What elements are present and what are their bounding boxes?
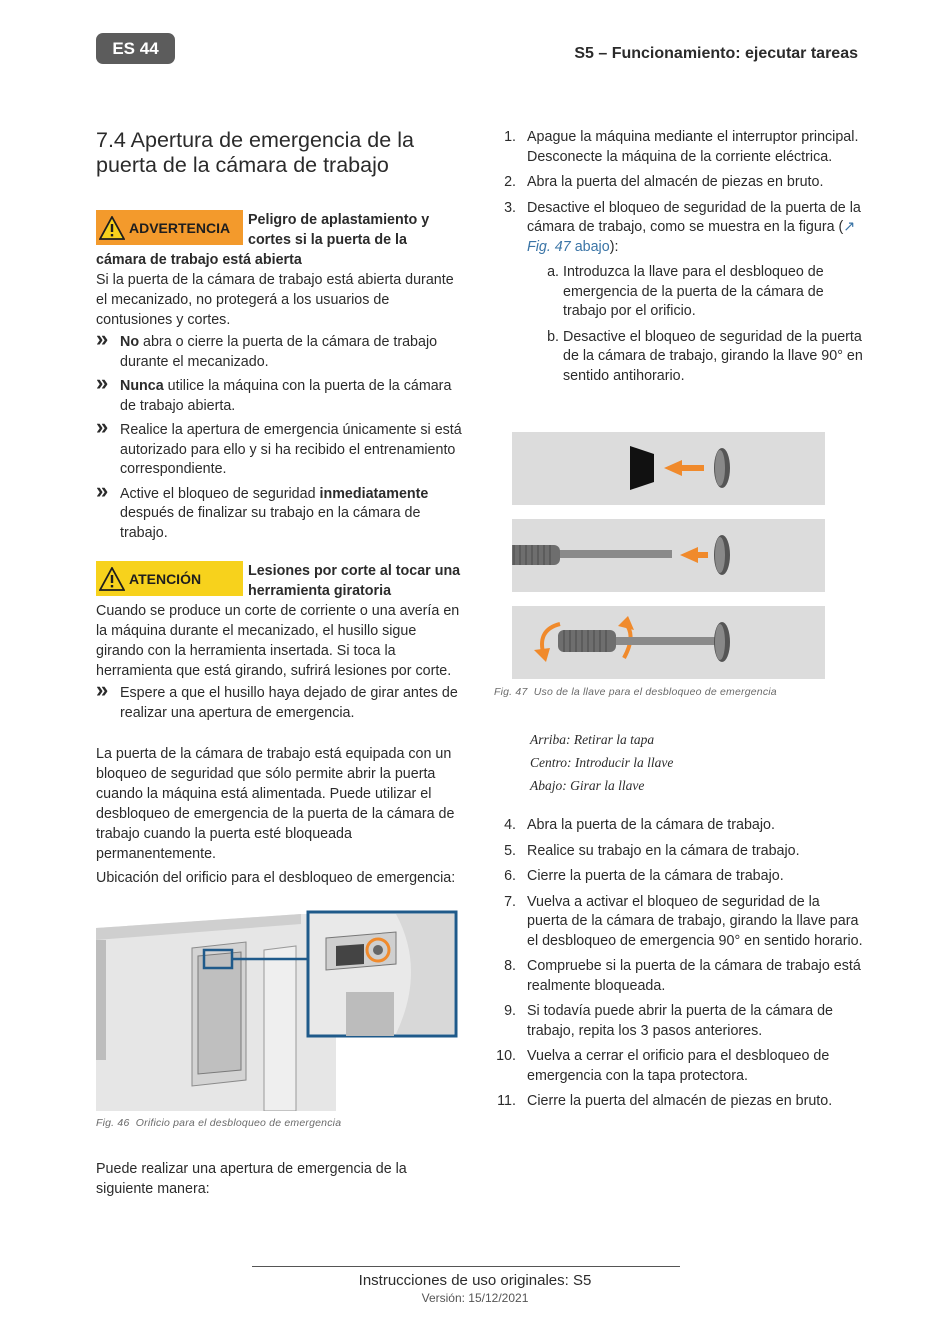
figure-47-caption: Fig. 47 Uso de la llave para el desbloqueo de emergencia: [494, 686, 777, 698]
list-item: » Nunca utilice la máquina con la puerta de la cámara de trabajo abierta.: [96, 370, 452, 414]
caution-box: [96, 561, 462, 601]
chevron-right-icon: »: [96, 477, 109, 503]
list-item: 6. Cierre la puerta de la cámara de trabajo.: [504, 868, 784, 884]
chevron-right-icon: »: [96, 326, 109, 351]
figure-47-panel-insert-key: [512, 519, 825, 592]
list-item: 5. Realice su trabajo en la cámara de trabajo.: [504, 842, 800, 859]
list-item: 1. Apague la máquina mediante el interruptor principal. Desconecte la máquina de la corriente eléctrica.: [504, 129, 859, 165]
warning-title-continued: cámara de trabajo está abierta: [96, 252, 302, 268]
list-item: 2. Abra la puerta del almacén de piezas en bruto.: [504, 174, 824, 190]
list-item: » No abra o cierre la puerta de la cámara de trabajo durante el mecanizado.: [96, 326, 438, 370]
figure-reference-link[interactable]: ↗ Fig. 47 abajo: [527, 219, 856, 255]
list-item: a. Introduzca la llave para el desbloqueo de emergencia de la puerta de la cámara de trabajo por el orificio.: [547, 264, 824, 319]
warning-triangle-icon: [99, 216, 125, 240]
procedure-steps-continued: [494, 816, 864, 1118]
figure-47-panel-remove-cap: [512, 432, 825, 505]
warning-box: [96, 210, 462, 270]
list-item: » Realice la apertura de emergencia únicamente si está autorizado para ello y si ha recibido el entrenamiento correspondiente.: [96, 414, 462, 477]
figure-47-panel-turn-key: [512, 606, 825, 679]
list-item: 9. Si todavía puede abrir la puerta de la cámara de trabajo, repita los 3 pasos anteriores.: [504, 1003, 833, 1039]
warning-triangle-icon: [99, 567, 125, 591]
warning-bullets: [96, 326, 462, 543]
caution-title: Lesiones por corte al tocar una herramienta giratoria: [248, 563, 461, 599]
list-item: » Active el bloqueo de seguridad inmediatamente después de finalizar su trabajo en la cámara de trabajo.: [96, 477, 429, 541]
footer-version: Versión: 15/12/2021: [421, 1291, 529, 1305]
external-link-icon: ↗: [843, 219, 856, 235]
paragraph: Puede realizar una apertura de emergencia de la siguiente manera:: [96, 1161, 407, 1197]
caution-bullets: [96, 677, 462, 723]
caution-label-text: ATENCIÓN: [129, 570, 202, 587]
list-item: 11. Cierre la puerta del almacén de piezas en bruto.: [497, 1093, 833, 1109]
warning-label: [96, 210, 243, 245]
warning-title: Peligro de aplastamiento y cortes si la puerta de la: [248, 212, 430, 248]
caution-text: Cuando se produce un corte de corriente o una avería en la máquina durante el mecanizado, el husillo sigue girando con la herramienta insertada. Si toca la herramienta que está girando, sufrirá lesiones por corte.: [96, 603, 460, 679]
legend-item: Centro: Introducir la llave: [530, 755, 674, 770]
figure-46-caption: Fig. 46 Orificio para el desbloqueo de emergencia: [96, 1117, 342, 1129]
chevron-right-icon: »: [96, 414, 109, 439]
caution-label: [96, 561, 243, 596]
warning-label-text: ADVERTENCIA: [129, 219, 231, 236]
figure-46-machine-image: [96, 910, 458, 1111]
list-item: 8. Compruebe si la puerta de la cámara de trabajo está realmente bloqueada.: [504, 958, 861, 994]
figure-47-legend: [530, 728, 673, 797]
running-header: S5 – Funcionamiento: ejecutar tareas: [574, 45, 858, 62]
section-title: 7.4 Apertura de emergencia de la puerta de la cámara de trabajo: [96, 128, 414, 177]
chevron-right-icon: »: [96, 677, 109, 702]
list-item: 4. Abra la puerta de la cámara de trabajo.: [504, 817, 775, 833]
procedure-steps: [494, 128, 864, 386]
legend-item: Abajo: Girar la llave: [530, 778, 645, 793]
list-item: b. Desactive el bloqueo de seguridad de la puerta de la cámara de trabajo, girando la llave 90° en sentido antihorario.: [547, 328, 863, 384]
list-item: 7. Vuelva a activar el bloqueo de seguridad de la puerta de la cámara de trabajo, girando la llave para el desbloqueo de emergencia 90° en sentido horario.: [504, 893, 863, 949]
warning-text: Si la puerta de la cámara de trabajo está abierta durante el mecanizado, no protegerá a los usuarios de contusiones y cortes.: [96, 272, 454, 328]
paragraph: Ubicación del orificio para el desbloqueo de emergencia:: [96, 870, 456, 886]
footer-divider: [252, 1266, 680, 1267]
substeps: [527, 263, 864, 386]
page-number-badge: ES 44: [96, 33, 175, 64]
list-item: 10. Vuelva a cerrar el orificio para el desbloqueo de emergencia con la tapa protectora.: [496, 1048, 830, 1084]
right-column: [494, 128, 864, 392]
footer-title: Instrucciones de uso originales: S5: [358, 1272, 592, 1289]
chevron-right-icon: »: [96, 370, 109, 395]
list-item: » Espere a que el husillo haya dejado de girar antes de realizar una apertura de emergencia.: [96, 677, 458, 721]
paragraph: La puerta de la cámara de trabajo está equipada con un bloqueo de seguridad que sólo permite abrir la puerta cuando la máquina está alimentada. Puede utilizar el desbloqueo de emergencia de la puerta de la cámara de trabajo cuando la puerta esté bloqueada permanentemente.: [96, 746, 455, 862]
left-column: [96, 128, 462, 1199]
legend-item: Arriba: Retirar la tapa: [530, 732, 655, 747]
list-item: 3. Desactive el bloqueo de seguridad de la puerta de la cámara de trabajo, como se muestra en la figura (↗ Fig. 47 abajo): a. Introduzca la llave para el desbloqueo de emergencia de la puerta de la cámara de trabajo por el orificio. b. Desactive el bloqueo de seguridad de la puerta de la cámara de trabajo, girando la llave 90° en sentido antihorario.: [494, 199, 864, 387]
